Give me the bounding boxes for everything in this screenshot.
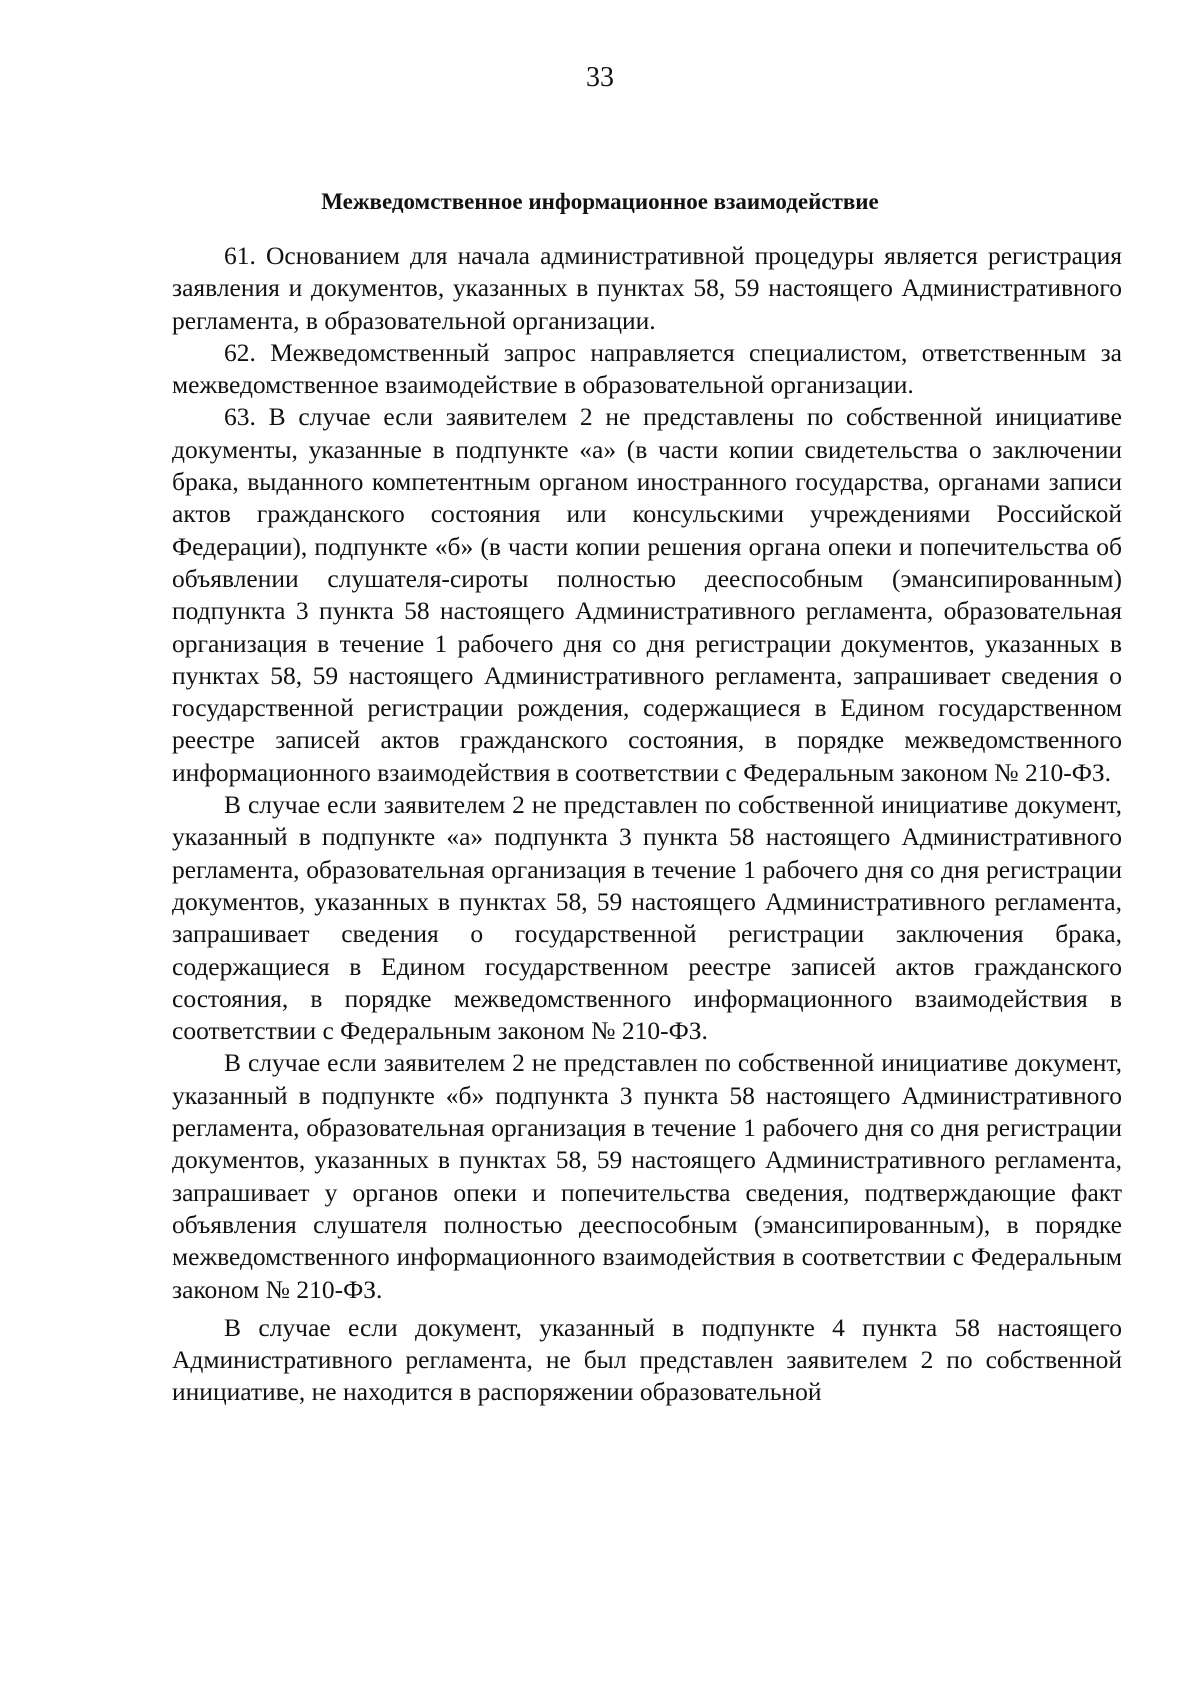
paragraph-63-emancipation: В случае если заявителем 2 не представлен по собственной инициативе документ, указанный в подпункте «б» подпункта 3 пункта 58 настоящего Административного регламента, образовательная организация в течение 1 рабочего дня со дня регистрации документов, указанных в пунктах 58, 59 настоящего Административного регламента, запрашивает у органов опеки и попечительства сведения, подтверждающие факт объявления слушателя полностью дееспособным (эмансипированным), в порядке межведомственного информационного взаимодействия в соответствии с Федеральным законом № 210-ФЗ. xyxy=(172,1048,1122,1304)
section-title: Межведомственное информационное взаимодействие xyxy=(321,189,879,214)
paragraph-63: 63. В случае если заявителем 2 не представлены по собственной инициативе документы, указанные в подпункте «а» (в части копии свидетельства о заключении брака, выданного компетентным органом иностранного государства, органами записи актов гражданского состояния или консульскими учреждениями Российской Федерации), подпункте «б» (в части копии решения органа опеки и попечительства об объявлении слушателя-сироты полностью дееспособным (эмансипированным) подпункта 3 пункта 58 настоящего Административного регламента, образовательная организация в течение 1 рабочего дня со дня регистрации документов, указанных в пунктах 58, 59 настоящего Административного регламента, запрашивает сведения о государственной регистрации рождения, содержащиеся в Едином государственном реестре записей актов гражданского состояния, в порядке межведомственного информационного взаимодействия в соответствии с Федеральным законом № 210-ФЗ. xyxy=(172,402,1122,787)
paragraph-63-marriage-record: В случае если заявителем 2 не представлен по собственной инициативе документ, указанный в подпункте «а» подпункта 3 пункта 58 настоящего Административного регламента, образовательная организация в течение 1 рабочего дня со дня регистрации документов, указанных в пунктах 58, 59 настоящего Административного регламента, запрашивает сведения о государственной регистрации заключения брака, содержащиеся в Едином государственном реестре записей актов гражданского состояния, в порядке межведомственного информационного взаимодействия в соответствии с Федеральным законом № 210-ФЗ. xyxy=(172,790,1122,1046)
paragraph-61: 61. Основанием для начала административной процедуры является регистрация заявления и документов, указанных в пунктах 58, 59 настоящего Административного регламента, в образовательной организации. xyxy=(172,241,1122,335)
paragraph-62: 62. Межведомственный запрос направляется специалистом, ответственным за межведомственное взаимодействие в образовательной организации. xyxy=(172,337,1122,400)
page-number: 33 xyxy=(586,62,614,93)
paragraph-63-subpoint-4: В случае если документ, указанный в подпункте 4 пункта 58 настоящего Административного регламента, не был представлен заявителем 2 по собственной инициативе, не находится в распоряжении образовательной xyxy=(172,1312,1122,1407)
document-body xyxy=(172,240,1122,1409)
